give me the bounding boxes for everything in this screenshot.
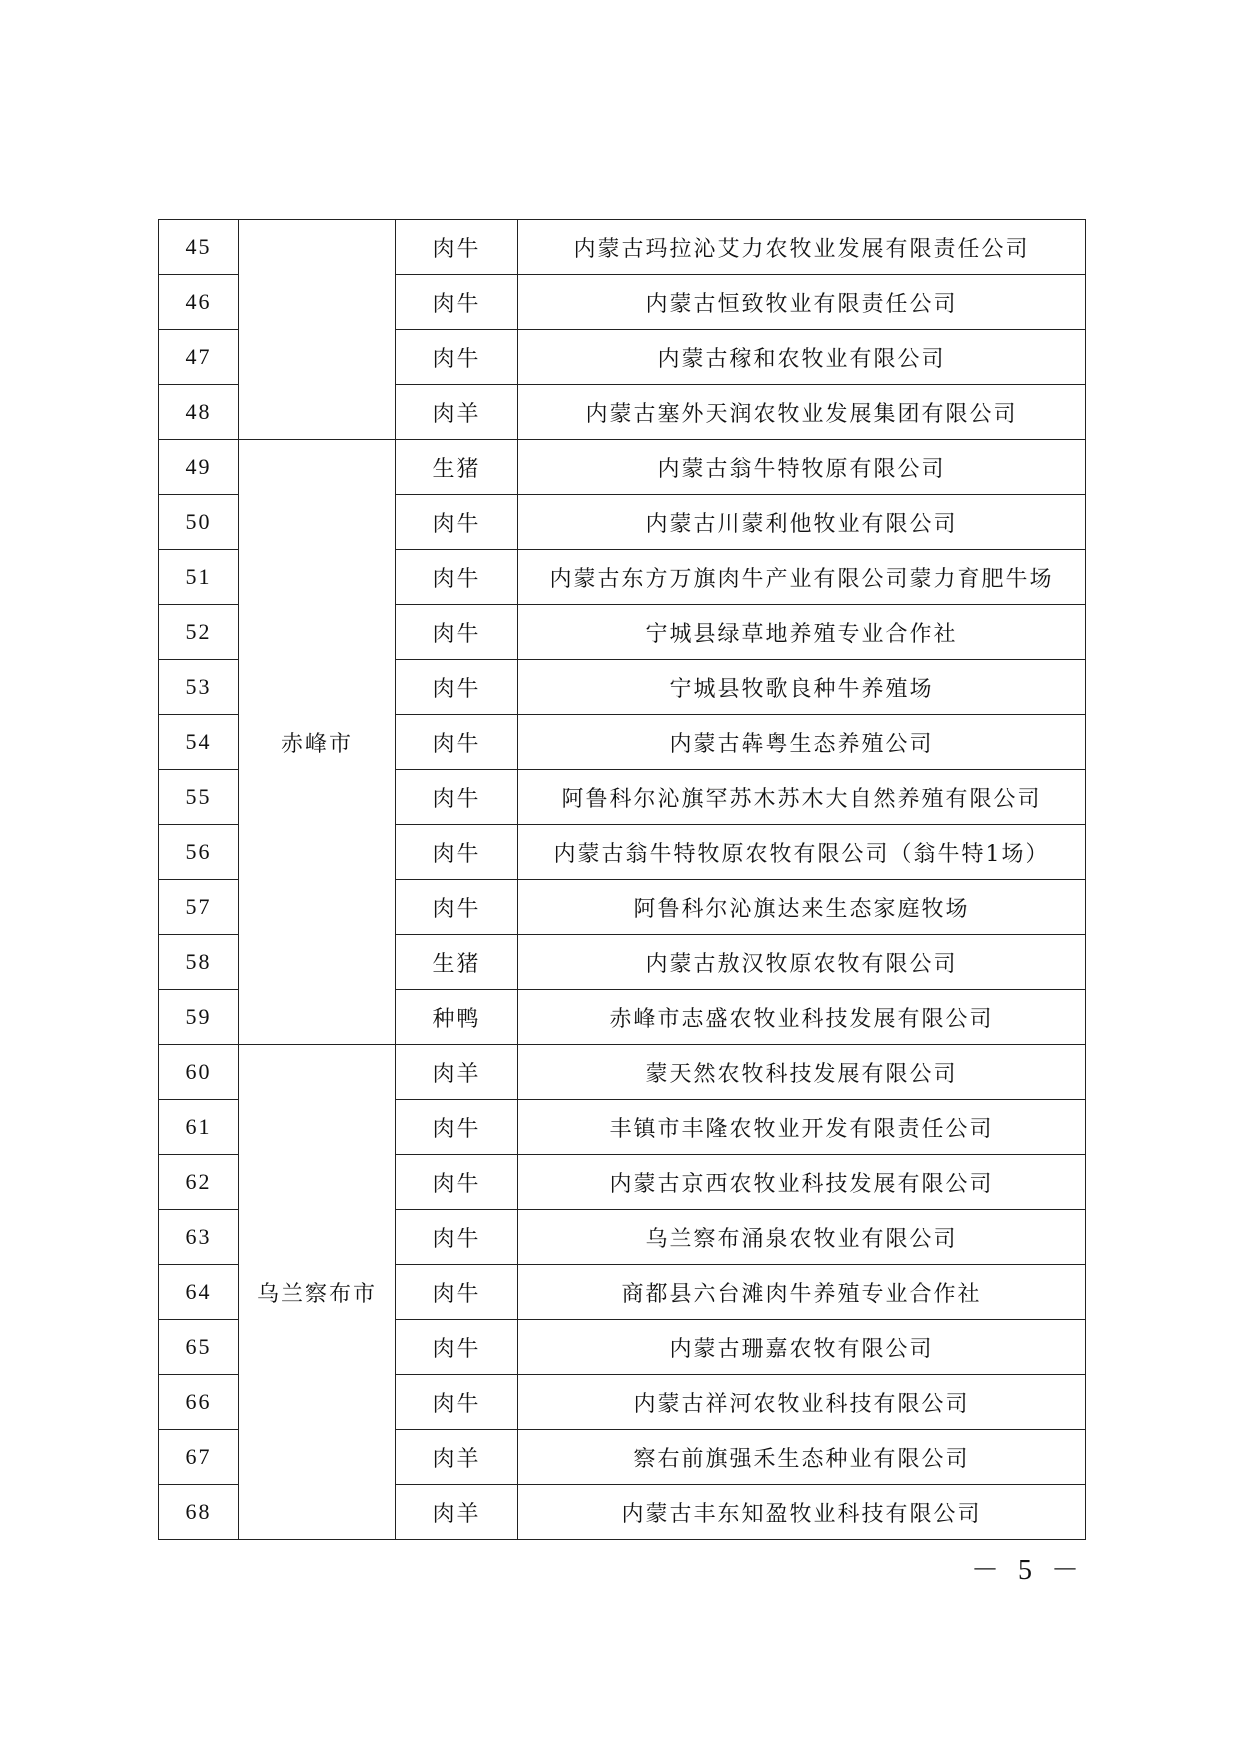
livestock-type-cell: 肉牛: [396, 605, 518, 660]
enterprise-name-cell: 阿鲁科尔沁旗罕苏木苏木大自然养殖有限公司: [518, 770, 1086, 825]
livestock-type-cell: 肉牛: [396, 330, 518, 385]
livestock-type-cell: 肉牛: [396, 495, 518, 550]
row-number-cell: 66: [159, 1375, 239, 1430]
enterprise-name-cell: 商都县六台滩肉牛养殖专业合作社: [518, 1265, 1086, 1320]
row-number-cell: 62: [159, 1155, 239, 1210]
livestock-type-cell: 肉牛: [396, 715, 518, 770]
enterprise-name-cell: 宁城县绿草地养殖专业合作社: [518, 605, 1086, 660]
row-number-cell: 64: [159, 1265, 239, 1320]
table-body: [159, 220, 1086, 1540]
livestock-type-cell: 肉羊: [396, 1430, 518, 1485]
enterprise-name-cell: 内蒙古玛拉沁艾力农牧业发展有限责任公司: [518, 220, 1086, 275]
enterprise-name-cell: 宁城县牧歌良种牛养殖场: [518, 660, 1086, 715]
row-number-cell: 60: [159, 1045, 239, 1100]
enterprise-name-cell: 赤峰市志盛农牧业科技发展有限公司: [518, 990, 1086, 1045]
enterprise-name-cell: 内蒙古翁牛特牧原有限公司: [518, 440, 1086, 495]
row-number-cell: 67: [159, 1430, 239, 1485]
table-row: [159, 1045, 1086, 1100]
livestock-type-cell: 肉牛: [396, 550, 518, 605]
enterprise-name-cell: 内蒙古川蒙利他牧业有限公司: [518, 495, 1086, 550]
livestock-type-cell: 肉牛: [396, 880, 518, 935]
enterprise-name-cell: 内蒙古恒致牧业有限责任公司: [518, 275, 1086, 330]
page-number: － 5 －: [970, 1555, 1085, 1586]
livestock-type-cell: 肉羊: [396, 1485, 518, 1540]
livestock-type-cell: 肉牛: [396, 1375, 518, 1430]
row-number-cell: 54: [159, 715, 239, 770]
row-number-cell: 46: [159, 275, 239, 330]
livestock-type-cell: 肉牛: [396, 825, 518, 880]
row-number-cell: 63: [159, 1210, 239, 1265]
table-row: [159, 220, 1086, 275]
enterprise-name-cell: 内蒙古京西农牧业科技发展有限公司: [518, 1155, 1086, 1210]
livestock-type-cell: 肉牛: [396, 220, 518, 275]
row-number-cell: 48: [159, 385, 239, 440]
enterprise-name-cell: 察右前旗强禾生态种业有限公司: [518, 1430, 1086, 1485]
row-number-cell: 45: [159, 220, 239, 275]
livestock-type-cell: 肉羊: [396, 1045, 518, 1100]
enterprise-name-cell: 内蒙古翁牛特牧原农牧有限公司（翁牛特1场）: [518, 825, 1086, 880]
city-cell: [239, 220, 396, 440]
livestock-type-cell: 肉牛: [396, 1320, 518, 1375]
livestock-type-cell: 肉牛: [396, 1155, 518, 1210]
enterprise-name-cell: 内蒙古稼和农牧业有限公司: [518, 330, 1086, 385]
city-cell: 赤峰市: [239, 440, 396, 1045]
enterprise-name-cell: 内蒙古珊嘉农牧有限公司: [518, 1320, 1086, 1375]
enterprise-name-cell: 阿鲁科尔沁旗达来生态家庭牧场: [518, 880, 1086, 935]
livestock-type-cell: 生猪: [396, 440, 518, 495]
livestock-type-cell: 肉牛: [396, 660, 518, 715]
row-number-cell: 50: [159, 495, 239, 550]
row-number-cell: 68: [159, 1485, 239, 1540]
row-number-cell: 52: [159, 605, 239, 660]
row-number-cell: 57: [159, 880, 239, 935]
livestock-type-cell: 种鸭: [396, 990, 518, 1045]
enterprise-name-cell: 内蒙古塞外天润农牧业发展集团有限公司: [518, 385, 1086, 440]
enterprise-name-cell: 内蒙古东方万旗肉牛产业有限公司蒙力育肥牛场: [518, 550, 1086, 605]
row-number-cell: 55: [159, 770, 239, 825]
row-number-cell: 59: [159, 990, 239, 1045]
enterprise-name-cell: 乌兰察布涌泉农牧业有限公司: [518, 1210, 1086, 1265]
row-number-cell: 61: [159, 1100, 239, 1155]
enterprise-name-cell: 内蒙古敖汉牧原农牧有限公司: [518, 935, 1086, 990]
row-number-cell: 53: [159, 660, 239, 715]
livestock-type-cell: 生猪: [396, 935, 518, 990]
enterprise-name-cell: 蒙天然农牧科技发展有限公司: [518, 1045, 1086, 1100]
row-number-cell: 58: [159, 935, 239, 990]
enterprise-name-cell: 内蒙古祥河农牧业科技有限公司: [518, 1375, 1086, 1430]
livestock-type-cell: 肉牛: [396, 1210, 518, 1265]
livestock-type-cell: 肉牛: [396, 1100, 518, 1155]
enterprise-name-cell: 内蒙古丰东知盈牧业科技有限公司: [518, 1485, 1086, 1540]
enterprise-name-cell: 丰镇市丰隆农牧业开发有限责任公司: [518, 1100, 1086, 1155]
row-number-cell: 65: [159, 1320, 239, 1375]
livestock-type-cell: 肉牛: [396, 1265, 518, 1320]
livestock-type-cell: 肉羊: [396, 385, 518, 440]
table-row: [159, 440, 1086, 495]
row-number-cell: 51: [159, 550, 239, 605]
livestock-type-cell: 肉牛: [396, 770, 518, 825]
livestock-type-cell: 肉牛: [396, 275, 518, 330]
city-cell: 乌兰察布市: [239, 1045, 396, 1540]
row-number-cell: 49: [159, 440, 239, 495]
row-number-cell: 56: [159, 825, 239, 880]
row-number-cell: 47: [159, 330, 239, 385]
enterprise-list-table: [158, 219, 1086, 1540]
enterprise-name-cell: 内蒙古犇粤生态养殖公司: [518, 715, 1086, 770]
